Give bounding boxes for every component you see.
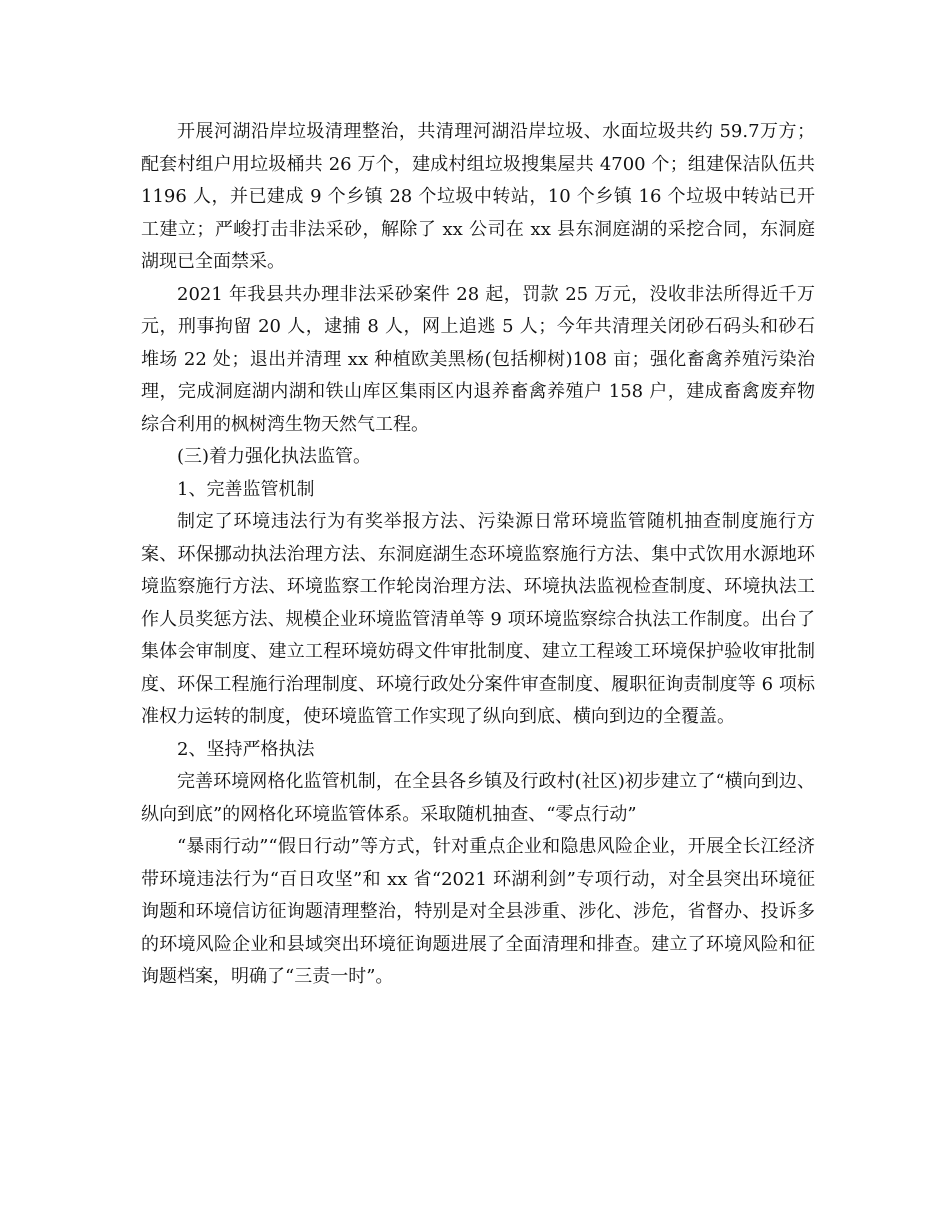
paragraph-garbage-cleanup: 开展河湖沿岸垃圾清理整治，共清理河湖沿岸垃圾、水面垃圾共约 59.7万方；配套村组户用垃圾桶共 26 万个，建成村组垃圾搜集屋共 4700 个；组建保洁队伍共 1196 人，并已建成 9 个乡镇 28 个垃圾中转站，10 个乡镇 16 个垃圾中转站已开工建立；严峻打击非法采砂，解除了 xx 公司在 xx 县东洞庭湖的采挖合同，东洞庭湖现已全面禁采。	[141, 121, 815, 272]
document-body	[141, 116, 815, 994]
paragraph-supervision-systems: 制定了环境违法行为有奖举报方法、污染源日常环境监管随机抽查制度施行方案、环保挪动执法治理方法、东洞庭湖生态环境监察施行方法、集中式饮用水源地环境监察施行方法、环境监察工作轮岗治理方法、环境执法监视检查制度、环境执法工作人员奖惩方法、规模企业环境监管清单等 9 项环境监察综合执法工作制度。出台了集体会审制度、建立工程环境妨碍文件审批制度、建立工程竣工环境保护验收审批制度、环保工程施行治理制度、环境行政处分案件审查制度、履职征询责制度等 6 项标准权力运转的制度，使环境监管工作实现了纵向到底、横向到边的全覆盖。	[141, 511, 815, 727]
subheading-supervision-mechanism: 1、完善监管机制	[177, 478, 315, 500]
paragraph-special-actions: “暴雨行动”“假日行动”等方式，针对重点企业和隐患风险企业，开展全长江经济带环境违法行为“百日攻坚”和 xx 省“2021 环湖利剑”专项行动，对全县突出环境征询题和环境信访征询题清理整治，特别是对全县涉重、涉化、涉危，省督办、投诉多的环境风险企业和县域突出环境征询题进展了全面清理和排查。建立了环境风险和征询题档案，明确了“三责一时”。	[141, 836, 815, 987]
subheading-strict-enforcement: 2、坚持严格执法	[177, 738, 315, 760]
paragraph-illegal-sand-mining: 2021 年我县共办理非法采砂案件 28 起，罚款 25 万元，没收非法所得近千万元，刑事拘留 20 人，逮捕 8 人，网上追逃 5 人；今年共清理关闭砂石码头和砂石堆场 22 处；退出并清理 xx 种植欧美黑杨(包括柳树)108 亩；强化畜禽养殖污染治理，完成洞庭湖内湖和铁山库区集雨区内退养畜禽养殖户 158 户，建成畜禽废弃物综合利用的枫树湾生物天然气工程。	[141, 283, 815, 435]
paragraph-grid-supervision: 完善环境网格化监管机制，在全县各乡镇及行政村(社区)初步建立了“横向到边、纵向到底”的网格化环境监管体系。采取随机抽查、“零点行动”	[141, 771, 815, 825]
section-heading-enforcement: (三)着力强化执法监管。	[177, 446, 372, 467]
